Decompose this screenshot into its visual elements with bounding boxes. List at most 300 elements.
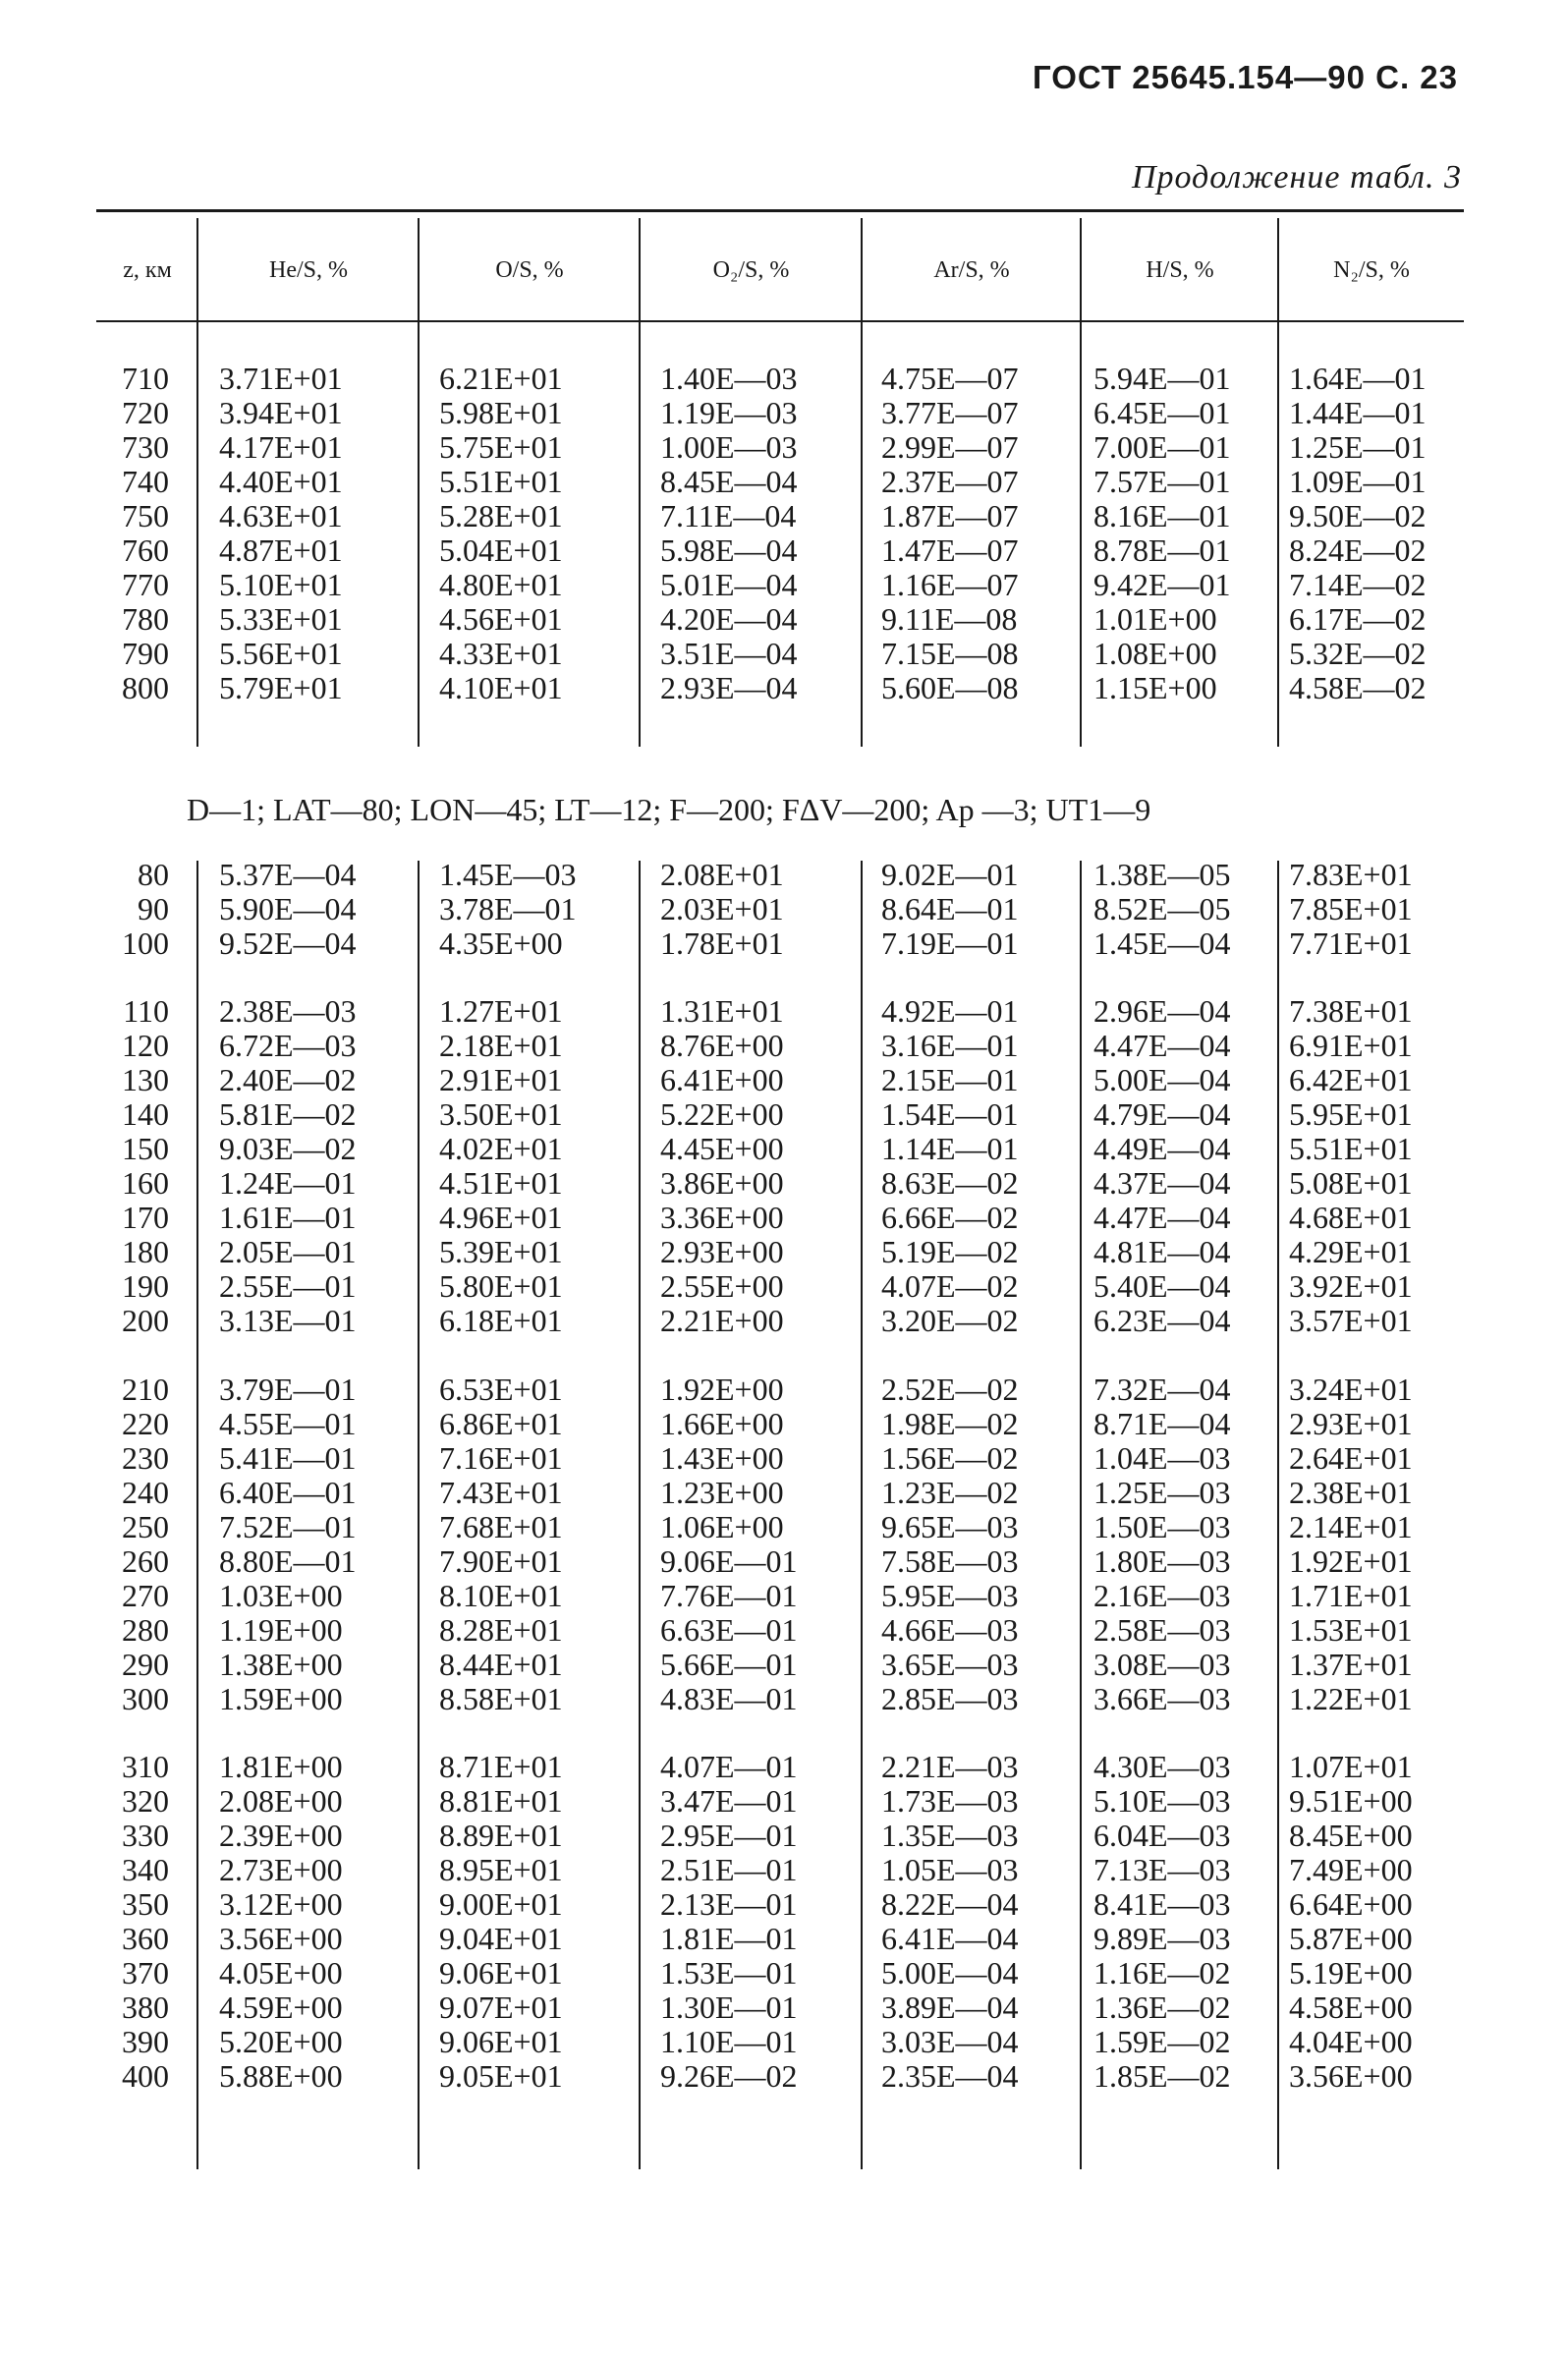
table-row <box>98 465 1464 499</box>
table-row <box>98 1510 1464 1544</box>
o2-cell: 2.13E—01 <box>660 1886 798 1922</box>
h-cell: 4.79E—04 <box>1093 1096 1231 1132</box>
he-cell: 5.79E+01 <box>219 670 343 705</box>
n2-cell: 1.92E+01 <box>1289 1543 1413 1579</box>
ar-cell: 3.03E—04 <box>881 2024 1019 2059</box>
o2-cell: 6.41E+00 <box>660 1062 784 1097</box>
h-cell: 8.41E—03 <box>1093 1886 1231 1922</box>
h-cell: 5.00E—04 <box>1093 1062 1231 1097</box>
he-cell: 3.12E+00 <box>219 1886 343 1922</box>
ar-cell: 2.37E—07 <box>881 464 1019 499</box>
o-cell: 9.06E+01 <box>439 1955 563 1990</box>
n2-cell: 6.42E+01 <box>1289 1062 1413 1097</box>
o-cell: 4.10E+01 <box>439 670 563 705</box>
o-cell: 3.78E—01 <box>439 891 577 926</box>
column-header-o: O/S, % <box>495 257 564 283</box>
table-row <box>98 1956 1464 1990</box>
o2-cell: 2.51E—01 <box>660 1852 798 1887</box>
h-cell: 7.00E—01 <box>1093 429 1231 465</box>
he-cell: 1.38E+00 <box>219 1647 343 1682</box>
altitude-cell: 730 <box>122 429 169 465</box>
ar-cell: 4.92E—01 <box>881 993 1019 1029</box>
o2-cell: 5.66E—01 <box>660 1647 798 1682</box>
o2-cell: 4.45E+00 <box>660 1131 784 1166</box>
h-cell: 3.08E—03 <box>1093 1647 1231 1682</box>
ar-cell: 1.47E—07 <box>881 532 1019 568</box>
o2-cell: 7.76E—01 <box>660 1578 798 1613</box>
column-header-o2: O₂/S, % <box>712 257 790 283</box>
n2-cell: 2.38E+01 <box>1289 1475 1413 1510</box>
altitude-cell: 390 <box>122 2024 169 2059</box>
table-row <box>98 1853 1464 1887</box>
n2-cell: 3.92E+01 <box>1289 1268 1413 1304</box>
h-cell: 5.10E—03 <box>1093 1783 1231 1819</box>
o2-cell: 5.98E—04 <box>660 532 798 568</box>
n2-cell: 1.22E+01 <box>1289 1681 1413 1716</box>
n2-cell: 8.24E—02 <box>1289 532 1427 568</box>
ar-cell: 3.77E—07 <box>881 395 1019 430</box>
o-cell: 4.51E+01 <box>439 1165 563 1201</box>
o2-cell: 1.53E—01 <box>660 1955 798 1990</box>
h-cell: 2.16E—03 <box>1093 1578 1231 1613</box>
h-cell: 8.78E—01 <box>1093 532 1231 568</box>
h-cell: 4.37E—04 <box>1093 1165 1231 1201</box>
ar-cell: 1.98E—02 <box>881 1406 1019 1441</box>
altitude-cell: 740 <box>122 464 169 499</box>
o-cell: 1.27E+01 <box>439 993 563 1029</box>
h-cell: 2.96E—04 <box>1093 993 1231 1029</box>
he-cell: 2.05E—01 <box>219 1234 357 1269</box>
o2-cell: 2.93E—04 <box>660 670 798 705</box>
o-cell: 5.39E+01 <box>439 1234 563 1269</box>
o-cell: 5.51E+01 <box>439 464 563 499</box>
table-row <box>98 1887 1464 1922</box>
he-cell: 1.81E+00 <box>219 1749 343 1784</box>
altitude-cell: 380 <box>122 1990 169 2025</box>
he-cell: 1.61E—01 <box>219 1200 357 1235</box>
ar-cell: 8.22E—04 <box>881 1886 1019 1922</box>
he-cell: 1.59E+00 <box>219 1681 343 1716</box>
o-cell: 6.21E+01 <box>439 361 563 396</box>
h-cell: 5.40E—04 <box>1093 1268 1231 1304</box>
table-row <box>98 1476 1464 1510</box>
altitude-cell: 400 <box>122 2058 169 2094</box>
h-cell: 7.32E—04 <box>1093 1372 1231 1407</box>
column-header-ar: Ar/S, % <box>933 257 1010 283</box>
ar-cell: 1.73E—03 <box>881 1783 1019 1819</box>
altitude-cell: 710 <box>122 361 169 396</box>
table-row <box>98 568 1464 602</box>
h-cell: 1.50E—03 <box>1093 1509 1231 1544</box>
n2-cell: 4.58E+00 <box>1289 1990 1413 2025</box>
he-cell: 2.39E+00 <box>219 1818 343 1853</box>
he-cell: 5.37E—04 <box>219 857 357 892</box>
column-header-n2: N₂/S, % <box>1333 257 1410 283</box>
o2-cell: 2.93E+00 <box>660 1234 784 1269</box>
o2-cell: 3.51E—04 <box>660 636 798 671</box>
table-row <box>98 1441 1464 1476</box>
o2-cell: 1.92E+00 <box>660 1372 784 1407</box>
altitude-cell: 780 <box>122 601 169 637</box>
h-cell: 8.52E—05 <box>1093 891 1231 926</box>
altitude-cell: 330 <box>122 1818 169 1853</box>
h-cell: 1.25E—03 <box>1093 1475 1231 1510</box>
table-row <box>98 1132 1464 1166</box>
he-cell: 2.08E+00 <box>219 1783 343 1819</box>
o2-cell: 1.43E+00 <box>660 1440 784 1476</box>
o2-cell: 2.08E+01 <box>660 857 784 892</box>
he-cell: 5.90E—04 <box>219 891 357 926</box>
o2-cell: 2.55E+00 <box>660 1268 784 1304</box>
ar-cell: 2.35E—04 <box>881 2058 1019 2094</box>
h-cell: 6.04E—03 <box>1093 1818 1231 1853</box>
column-header-he: He/S, % <box>269 257 348 283</box>
n2-cell: 1.09E—01 <box>1289 464 1427 499</box>
n2-cell: 6.17E—02 <box>1289 601 1427 637</box>
ar-cell: 1.87E—07 <box>881 498 1019 533</box>
o2-cell: 1.06E+00 <box>660 1509 784 1544</box>
he-cell: 5.88E+00 <box>219 2058 343 2094</box>
altitude-cell: 230 <box>122 1440 169 1476</box>
he-cell: 4.87E+01 <box>219 532 343 568</box>
he-cell: 4.55E—01 <box>219 1406 357 1441</box>
o-cell: 7.43E+01 <box>439 1475 563 1510</box>
altitude-cell: 160 <box>122 1165 169 1201</box>
table-row <box>98 430 1464 465</box>
o-cell: 3.50E+01 <box>439 1096 563 1132</box>
altitude-cell: 320 <box>122 1783 169 1819</box>
o-cell: 4.80E+01 <box>439 567 563 602</box>
he-cell: 3.79E—01 <box>219 1372 357 1407</box>
altitude-cell: 350 <box>122 1886 169 1922</box>
o-cell: 4.33E+01 <box>439 636 563 671</box>
altitude-cell: 720 <box>122 395 169 430</box>
n2-cell: 1.71E+01 <box>1289 1578 1413 1613</box>
n2-cell: 1.37E+01 <box>1289 1647 1413 1682</box>
h-cell: 7.57E—01 <box>1093 464 1231 499</box>
table-row <box>98 1682 1464 1716</box>
n2-cell: 1.44E—01 <box>1289 395 1427 430</box>
o-cell: 4.35E+00 <box>439 925 563 961</box>
altitude-cell: 360 <box>122 1921 169 1956</box>
o2-cell: 2.95E—01 <box>660 1818 798 1853</box>
ar-cell: 5.00E—04 <box>881 1955 1019 1990</box>
he-cell: 9.52E—04 <box>219 925 357 961</box>
n2-cell: 3.24E+01 <box>1289 1372 1413 1407</box>
table-caption: Продолжение табл. 3 <box>1131 159 1462 196</box>
o2-cell: 1.40E—03 <box>660 361 798 396</box>
h-cell: 1.36E—02 <box>1093 1990 1231 2025</box>
table-row <box>98 396 1464 430</box>
ar-cell: 2.15E—01 <box>881 1062 1019 1097</box>
o2-cell: 1.10E—01 <box>660 2024 798 2059</box>
h-cell: 1.15E+00 <box>1093 670 1217 705</box>
o-cell: 5.80E+01 <box>439 1268 563 1304</box>
o-cell: 2.18E+01 <box>439 1028 563 1063</box>
o-cell: 4.02E+01 <box>439 1131 563 1166</box>
n2-cell: 6.64E+00 <box>1289 1886 1413 1922</box>
he-cell: 5.81E—02 <box>219 1096 357 1132</box>
o2-cell: 5.01E—04 <box>660 567 798 602</box>
o-cell: 7.68E+01 <box>439 1509 563 1544</box>
n2-cell: 7.38E+01 <box>1289 993 1413 1029</box>
o-cell: 9.04E+01 <box>439 1921 563 1956</box>
n2-cell: 4.29E+01 <box>1289 1234 1413 1269</box>
n2-cell: 5.51E+01 <box>1289 1131 1413 1166</box>
h-cell: 4.30E—03 <box>1093 1749 1231 1784</box>
ar-cell: 7.19E—01 <box>881 925 1019 961</box>
n2-cell: 7.49E+00 <box>1289 1852 1413 1887</box>
altitude-cell: 770 <box>122 567 169 602</box>
o2-cell: 8.45E—04 <box>660 464 798 499</box>
n2-cell: 7.71E+01 <box>1289 925 1413 961</box>
table-row <box>98 1166 1464 1201</box>
ar-cell: 1.56E—02 <box>881 1440 1019 1476</box>
o-cell: 6.53E+01 <box>439 1372 563 1407</box>
h-cell: 7.13E—03 <box>1093 1852 1231 1887</box>
o-cell: 9.00E+01 <box>439 1886 563 1922</box>
altitude-cell: 310 <box>122 1749 169 1784</box>
ar-cell: 1.14E—01 <box>881 1131 1019 1166</box>
h-cell: 4.49E—04 <box>1093 1131 1231 1166</box>
table-row <box>98 858 1464 892</box>
he-cell: 6.40E—01 <box>219 1475 357 1510</box>
table-row <box>98 1648 1464 1682</box>
table-row <box>98 1990 1464 2025</box>
ar-cell: 9.65E—03 <box>881 1509 1019 1544</box>
o2-cell: 2.21E+00 <box>660 1303 784 1338</box>
o-cell: 9.05E+01 <box>439 2058 563 2094</box>
n2-cell: 3.56E+00 <box>1289 2058 1413 2094</box>
o2-cell: 2.03E+01 <box>660 891 784 926</box>
h-cell: 1.16E—02 <box>1093 1955 1231 1990</box>
o2-cell: 1.81E—01 <box>660 1921 798 1956</box>
n2-cell: 5.32E—02 <box>1289 636 1427 671</box>
table-row <box>98 362 1464 396</box>
altitude-cell: 290 <box>122 1647 169 1682</box>
table-row <box>98 1029 1464 1063</box>
h-cell: 4.47E—04 <box>1093 1200 1231 1235</box>
ar-cell: 2.99E—07 <box>881 429 1019 465</box>
table-row <box>98 499 1464 533</box>
n2-cell: 2.14E+01 <box>1289 1509 1413 1544</box>
altitude-cell: 750 <box>122 498 169 533</box>
o2-cell: 3.86E+00 <box>660 1165 784 1201</box>
h-cell: 8.71E—04 <box>1093 1406 1231 1441</box>
altitude-cell: 190 <box>122 1268 169 1304</box>
table-row <box>98 1304 1464 1338</box>
h-cell: 1.45E—04 <box>1093 925 1231 961</box>
table-row <box>98 2059 1464 2094</box>
ar-cell: 8.64E—01 <box>881 891 1019 926</box>
n2-cell: 7.14E—02 <box>1289 567 1427 602</box>
he-cell: 1.24E—01 <box>219 1165 357 1201</box>
he-cell: 5.33E+01 <box>219 601 343 637</box>
he-cell: 5.56E+01 <box>219 636 343 671</box>
he-cell: 4.05E+00 <box>219 1955 343 1990</box>
table-top-rule <box>96 209 1464 212</box>
h-cell: 4.81E—04 <box>1093 1234 1231 1269</box>
table-row <box>98 637 1464 671</box>
altitude-cell: 90 <box>138 891 169 926</box>
n2-cell: 7.83E+01 <box>1289 857 1413 892</box>
table-row <box>98 1407 1464 1441</box>
h-cell: 9.42E—01 <box>1093 567 1231 602</box>
altitude-cell: 220 <box>122 1406 169 1441</box>
n2-cell: 1.25E—01 <box>1289 429 1427 465</box>
n2-cell: 5.19E+00 <box>1289 1955 1413 1990</box>
ar-cell: 7.15E—08 <box>881 636 1019 671</box>
table-row <box>98 671 1464 705</box>
table-row <box>98 1097 1464 1132</box>
h-cell: 5.94E—01 <box>1093 361 1231 396</box>
column-header-z: z, км <box>123 257 172 283</box>
n2-cell: 4.68E+01 <box>1289 1200 1413 1235</box>
he-cell: 1.03E+00 <box>219 1578 343 1613</box>
table-header-rule <box>96 320 1464 322</box>
o2-cell: 7.11E—04 <box>660 498 797 533</box>
o-cell: 8.71E+01 <box>439 1749 563 1784</box>
altitude-cell: 260 <box>122 1543 169 1579</box>
he-cell: 3.71E+01 <box>219 361 343 396</box>
altitude-cell: 370 <box>122 1955 169 1990</box>
altitude-cell: 100 <box>122 925 169 961</box>
o-cell: 6.86E+01 <box>439 1406 563 1441</box>
o-cell: 9.06E+01 <box>439 2024 563 2059</box>
ar-cell: 1.35E—03 <box>881 1818 1019 1853</box>
o-cell: 8.44E+01 <box>439 1647 563 1682</box>
he-cell: 4.59E+00 <box>219 1990 343 2025</box>
table-row <box>98 892 1464 926</box>
o-cell: 8.58E+01 <box>439 1681 563 1716</box>
o-cell: 8.10E+01 <box>439 1578 563 1613</box>
n2-cell: 8.45E+00 <box>1289 1818 1413 1853</box>
table-row <box>98 1235 1464 1269</box>
he-cell: 8.80E—01 <box>219 1543 357 1579</box>
o-cell: 5.04E+01 <box>439 532 563 568</box>
he-cell: 2.40E—02 <box>219 1062 357 1097</box>
o-cell: 4.56E+01 <box>439 601 563 637</box>
ar-cell: 5.60E—08 <box>881 670 1019 705</box>
table-row <box>98 1201 1464 1235</box>
n2-cell: 9.50E—02 <box>1289 498 1427 533</box>
o-cell: 7.90E+01 <box>439 1543 563 1579</box>
o2-cell: 8.76E+00 <box>660 1028 784 1063</box>
table-row <box>98 1819 1464 1853</box>
table-row <box>98 926 1464 961</box>
h-cell: 1.38E—05 <box>1093 857 1231 892</box>
o2-cell: 1.19E—03 <box>660 395 798 430</box>
o2-cell: 9.26E—02 <box>660 2058 798 2094</box>
he-cell: 2.73E+00 <box>219 1852 343 1887</box>
n2-cell: 3.57E+01 <box>1289 1303 1413 1338</box>
h-cell: 2.58E—03 <box>1093 1612 1231 1648</box>
o2-cell: 3.36E+00 <box>660 1200 784 1235</box>
o-cell: 8.81E+01 <box>439 1783 563 1819</box>
o-cell: 8.89E+01 <box>439 1818 563 1853</box>
ar-cell: 4.75E—07 <box>881 361 1019 396</box>
o-cell: 5.75E+01 <box>439 429 563 465</box>
table-row <box>98 1922 1464 1956</box>
h-cell: 1.04E—03 <box>1093 1440 1231 1476</box>
he-cell: 3.56E+00 <box>219 1921 343 1956</box>
n2-cell: 1.64E—01 <box>1289 361 1427 396</box>
o2-cell: 1.00E—03 <box>660 429 798 465</box>
ar-cell: 2.85E—03 <box>881 1681 1019 1716</box>
model-parameters-line: D—1; LAT—80; LON—45; LT—12; F—200; FΔV—200; Aр —3; UT1—9 <box>187 792 1151 827</box>
altitude-cell: 270 <box>122 1578 169 1613</box>
ar-cell: 3.65E—03 <box>881 1647 1019 1682</box>
altitude-cell: 120 <box>122 1028 169 1063</box>
he-cell: 2.55E—01 <box>219 1268 357 1304</box>
o2-cell: 4.07E—01 <box>660 1749 798 1784</box>
table-row <box>98 1373 1464 1407</box>
ar-cell: 2.21E—03 <box>881 1749 1019 1784</box>
ar-cell: 5.95E—03 <box>881 1578 1019 1613</box>
o-cell: 7.16E+01 <box>439 1440 563 1476</box>
n2-cell: 9.51E+00 <box>1289 1783 1413 1819</box>
altitude-cell: 180 <box>122 1234 169 1269</box>
n2-cell: 1.07E+01 <box>1289 1749 1413 1784</box>
he-cell: 2.38E—03 <box>219 993 357 1029</box>
altitude-cell: 300 <box>122 1681 169 1716</box>
he-cell: 1.19E+00 <box>219 1612 343 1648</box>
altitude-cell: 250 <box>122 1509 169 1544</box>
o2-cell: 3.47E—01 <box>660 1783 798 1819</box>
o2-cell: 9.06E—01 <box>660 1543 798 1579</box>
o2-cell: 1.31E+01 <box>660 993 784 1029</box>
table-row <box>98 533 1464 568</box>
ar-cell: 4.07E—02 <box>881 1268 1019 1304</box>
n2-cell: 5.95E+01 <box>1289 1096 1413 1132</box>
altitude-cell: 200 <box>122 1303 169 1338</box>
table-row <box>98 1784 1464 1819</box>
o-cell: 9.07E+01 <box>439 1990 563 2025</box>
altitude-cell: 140 <box>122 1096 169 1132</box>
h-cell: 1.59E—02 <box>1093 2024 1231 2059</box>
n2-cell: 5.87E+00 <box>1289 1921 1413 1956</box>
he-cell: 4.63E+01 <box>219 498 343 533</box>
he-cell: 3.94E+01 <box>219 395 343 430</box>
h-cell: 6.45E—01 <box>1093 395 1231 430</box>
table-row <box>98 1063 1464 1097</box>
column-header-h: H/S, % <box>1146 257 1214 283</box>
n2-cell: 1.53E+01 <box>1289 1612 1413 1648</box>
altitude-cell: 150 <box>122 1131 169 1166</box>
o2-cell: 1.30E—01 <box>660 1990 798 2025</box>
ar-cell: 3.89E—04 <box>881 1990 1019 2025</box>
h-cell: 1.85E—02 <box>1093 2058 1231 2094</box>
altitude-cell: 210 <box>122 1372 169 1407</box>
table-row <box>98 1544 1464 1579</box>
table-row <box>98 2025 1464 2059</box>
n2-cell: 2.64E+01 <box>1289 1440 1413 1476</box>
ar-cell: 2.52E—02 <box>881 1372 1019 1407</box>
he-cell: 3.13E—01 <box>219 1303 357 1338</box>
ar-cell: 6.41E—04 <box>881 1921 1019 1956</box>
altitude-cell: 80 <box>138 857 169 892</box>
he-cell: 5.10E+01 <box>219 567 343 602</box>
table-row <box>98 1750 1464 1784</box>
altitude-cell: 170 <box>122 1200 169 1235</box>
o-cell: 4.96E+01 <box>439 1200 563 1235</box>
ar-cell: 9.02E—01 <box>881 857 1019 892</box>
altitude-cell: 800 <box>122 670 169 705</box>
ar-cell: 1.23E—02 <box>881 1475 1019 1510</box>
altitude-cell: 280 <box>122 1612 169 1648</box>
table-row <box>98 602 1464 637</box>
h-cell: 1.80E—03 <box>1093 1543 1231 1579</box>
